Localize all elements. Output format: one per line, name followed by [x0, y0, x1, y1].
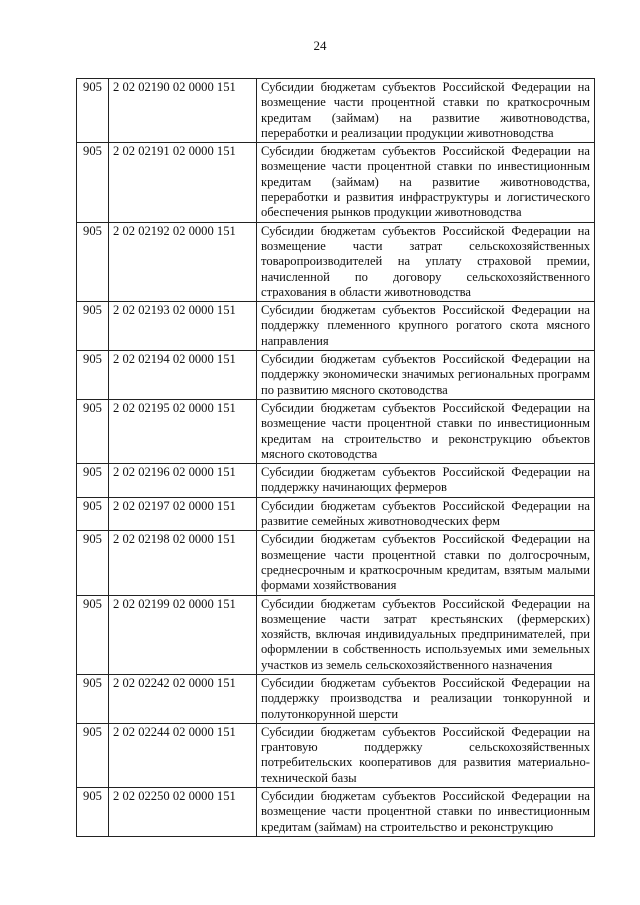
- income-name-cell: Субсидии бюджетам субъектов Российской Федерации на грантовую поддержку сельскохозяйственных потребительских кооперативов для развития материально-технической базы: [257, 723, 595, 787]
- budget-code-cell: 2 02 02193 02 0000 151: [109, 302, 257, 351]
- admin-code-cell: 905: [77, 595, 109, 674]
- table-row: [77, 497, 595, 531]
- admin-code-cell: 905: [77, 674, 109, 723]
- admin-code-cell: 905: [77, 351, 109, 400]
- table-row: [77, 222, 595, 301]
- income-name-cell: Субсидии бюджетам субъектов Российской Федерации на развитие семейных животноводческих ферм: [257, 497, 595, 531]
- admin-code-cell: 905: [77, 788, 109, 837]
- income-name-cell: Субсидии бюджетам субъектов Российской Федерации на возмещение части процентной ставки по долгосрочным, среднесрочным и краткосрочным кредитам, взятым малыми формами хозяйствования: [257, 531, 595, 595]
- admin-code-cell: 905: [77, 399, 109, 463]
- income-name-cell: Субсидии бюджетам субъектов Российской Федерации на возмещение части процентной ставки по инвестиционным кредитам на строительство и реконструкцию объектов мясного скотоводства: [257, 399, 595, 463]
- income-name-cell: Субсидии бюджетам субъектов Российской Федерации на возмещение части затрат крестьянских (фермерских) хозяйств, включая индивидуальных предпринимателей, при оформлении в собственность используемых ими земельных участков из земель сельскохозяйственного назначения: [257, 595, 595, 674]
- income-name-cell: Субсидии бюджетам субъектов Российской Федерации на возмещение части процентной ставки по краткосрочным кредитам (займам) на развитие животноводства, переработки и реализации продукции животноводства: [257, 79, 595, 143]
- budget-code-cell: 2 02 02244 02 0000 151: [109, 723, 257, 787]
- admin-code-cell: 905: [77, 302, 109, 351]
- admin-code-cell: 905: [77, 222, 109, 301]
- budget-code-cell: 2 02 02199 02 0000 151: [109, 595, 257, 674]
- table-row: [77, 143, 595, 222]
- budget-code-cell: 2 02 02198 02 0000 151: [109, 531, 257, 595]
- table-row: [77, 399, 595, 463]
- income-name-cell: Субсидии бюджетам субъектов Российской Федерации на возмещение части процентной ставки по инвестиционным кредитам (займам) на развитие животноводства, переработки и развития инфраструктуры и логистического обеспечения рынков продукции животноводства: [257, 143, 595, 222]
- table-row: [77, 302, 595, 351]
- table-row: [77, 351, 595, 400]
- table-row: [77, 464, 595, 498]
- admin-code-cell: 905: [77, 723, 109, 787]
- table-row: [77, 595, 595, 674]
- income-name-cell: Субсидии бюджетам субъектов Российской Федерации на поддержку начинающих фермеров: [257, 464, 595, 498]
- budget-code-cell: 2 02 02197 02 0000 151: [109, 497, 257, 531]
- income-name-cell: Субсидии бюджетам субъектов Российской Федерации на поддержку экономически значимых региональных программ по развитию мясного скотоводства: [257, 351, 595, 400]
- income-name-cell: Субсидии бюджетам субъектов Российской Федерации на поддержку производства и реализации тонкорунной и полутонкорунной шерсти: [257, 674, 595, 723]
- table-row: [77, 723, 595, 787]
- budget-code-cell: 2 02 02191 02 0000 151: [109, 143, 257, 222]
- admin-code-cell: 905: [77, 531, 109, 595]
- table-row: [77, 531, 595, 595]
- budget-classification-table: [76, 78, 595, 837]
- income-name-cell: Субсидии бюджетам субъектов Российской Федерации на возмещение части затрат сельскохозяйственных товаропроизводителей на уплату страховой премии, начисленной по договору сельскохозяйственного страхования в области животноводства: [257, 222, 595, 301]
- admin-code-cell: 905: [77, 143, 109, 222]
- budget-code-cell: 2 02 02196 02 0000 151: [109, 464, 257, 498]
- page-number: 24: [313, 38, 327, 53]
- budget-code-cell: 2 02 02190 02 0000 151: [109, 79, 257, 143]
- table-row: [77, 79, 595, 143]
- table-row: [77, 788, 595, 837]
- admin-code-cell: 905: [77, 79, 109, 143]
- budget-code-cell: 2 02 02250 02 0000 151: [109, 788, 257, 837]
- budget-code-cell: 2 02 02195 02 0000 151: [109, 399, 257, 463]
- budget-code-cell: 2 02 02194 02 0000 151: [109, 351, 257, 400]
- admin-code-cell: 905: [77, 497, 109, 531]
- table-row: [77, 674, 595, 723]
- income-name-cell: Субсидии бюджетам субъектов Российской Федерации на поддержку племенного крупного рогатого скота мясного направления: [257, 302, 595, 351]
- admin-code-cell: 905: [77, 464, 109, 498]
- budget-code-cell: 2 02 02242 02 0000 151: [109, 674, 257, 723]
- income-name-cell: Субсидии бюджетам субъектов Российской Федерации на возмещение части процентной ставки по инвестиционным кредитам (займам) на строительство и реконструкцию: [257, 788, 595, 837]
- budget-code-cell: 2 02 02192 02 0000 151: [109, 222, 257, 301]
